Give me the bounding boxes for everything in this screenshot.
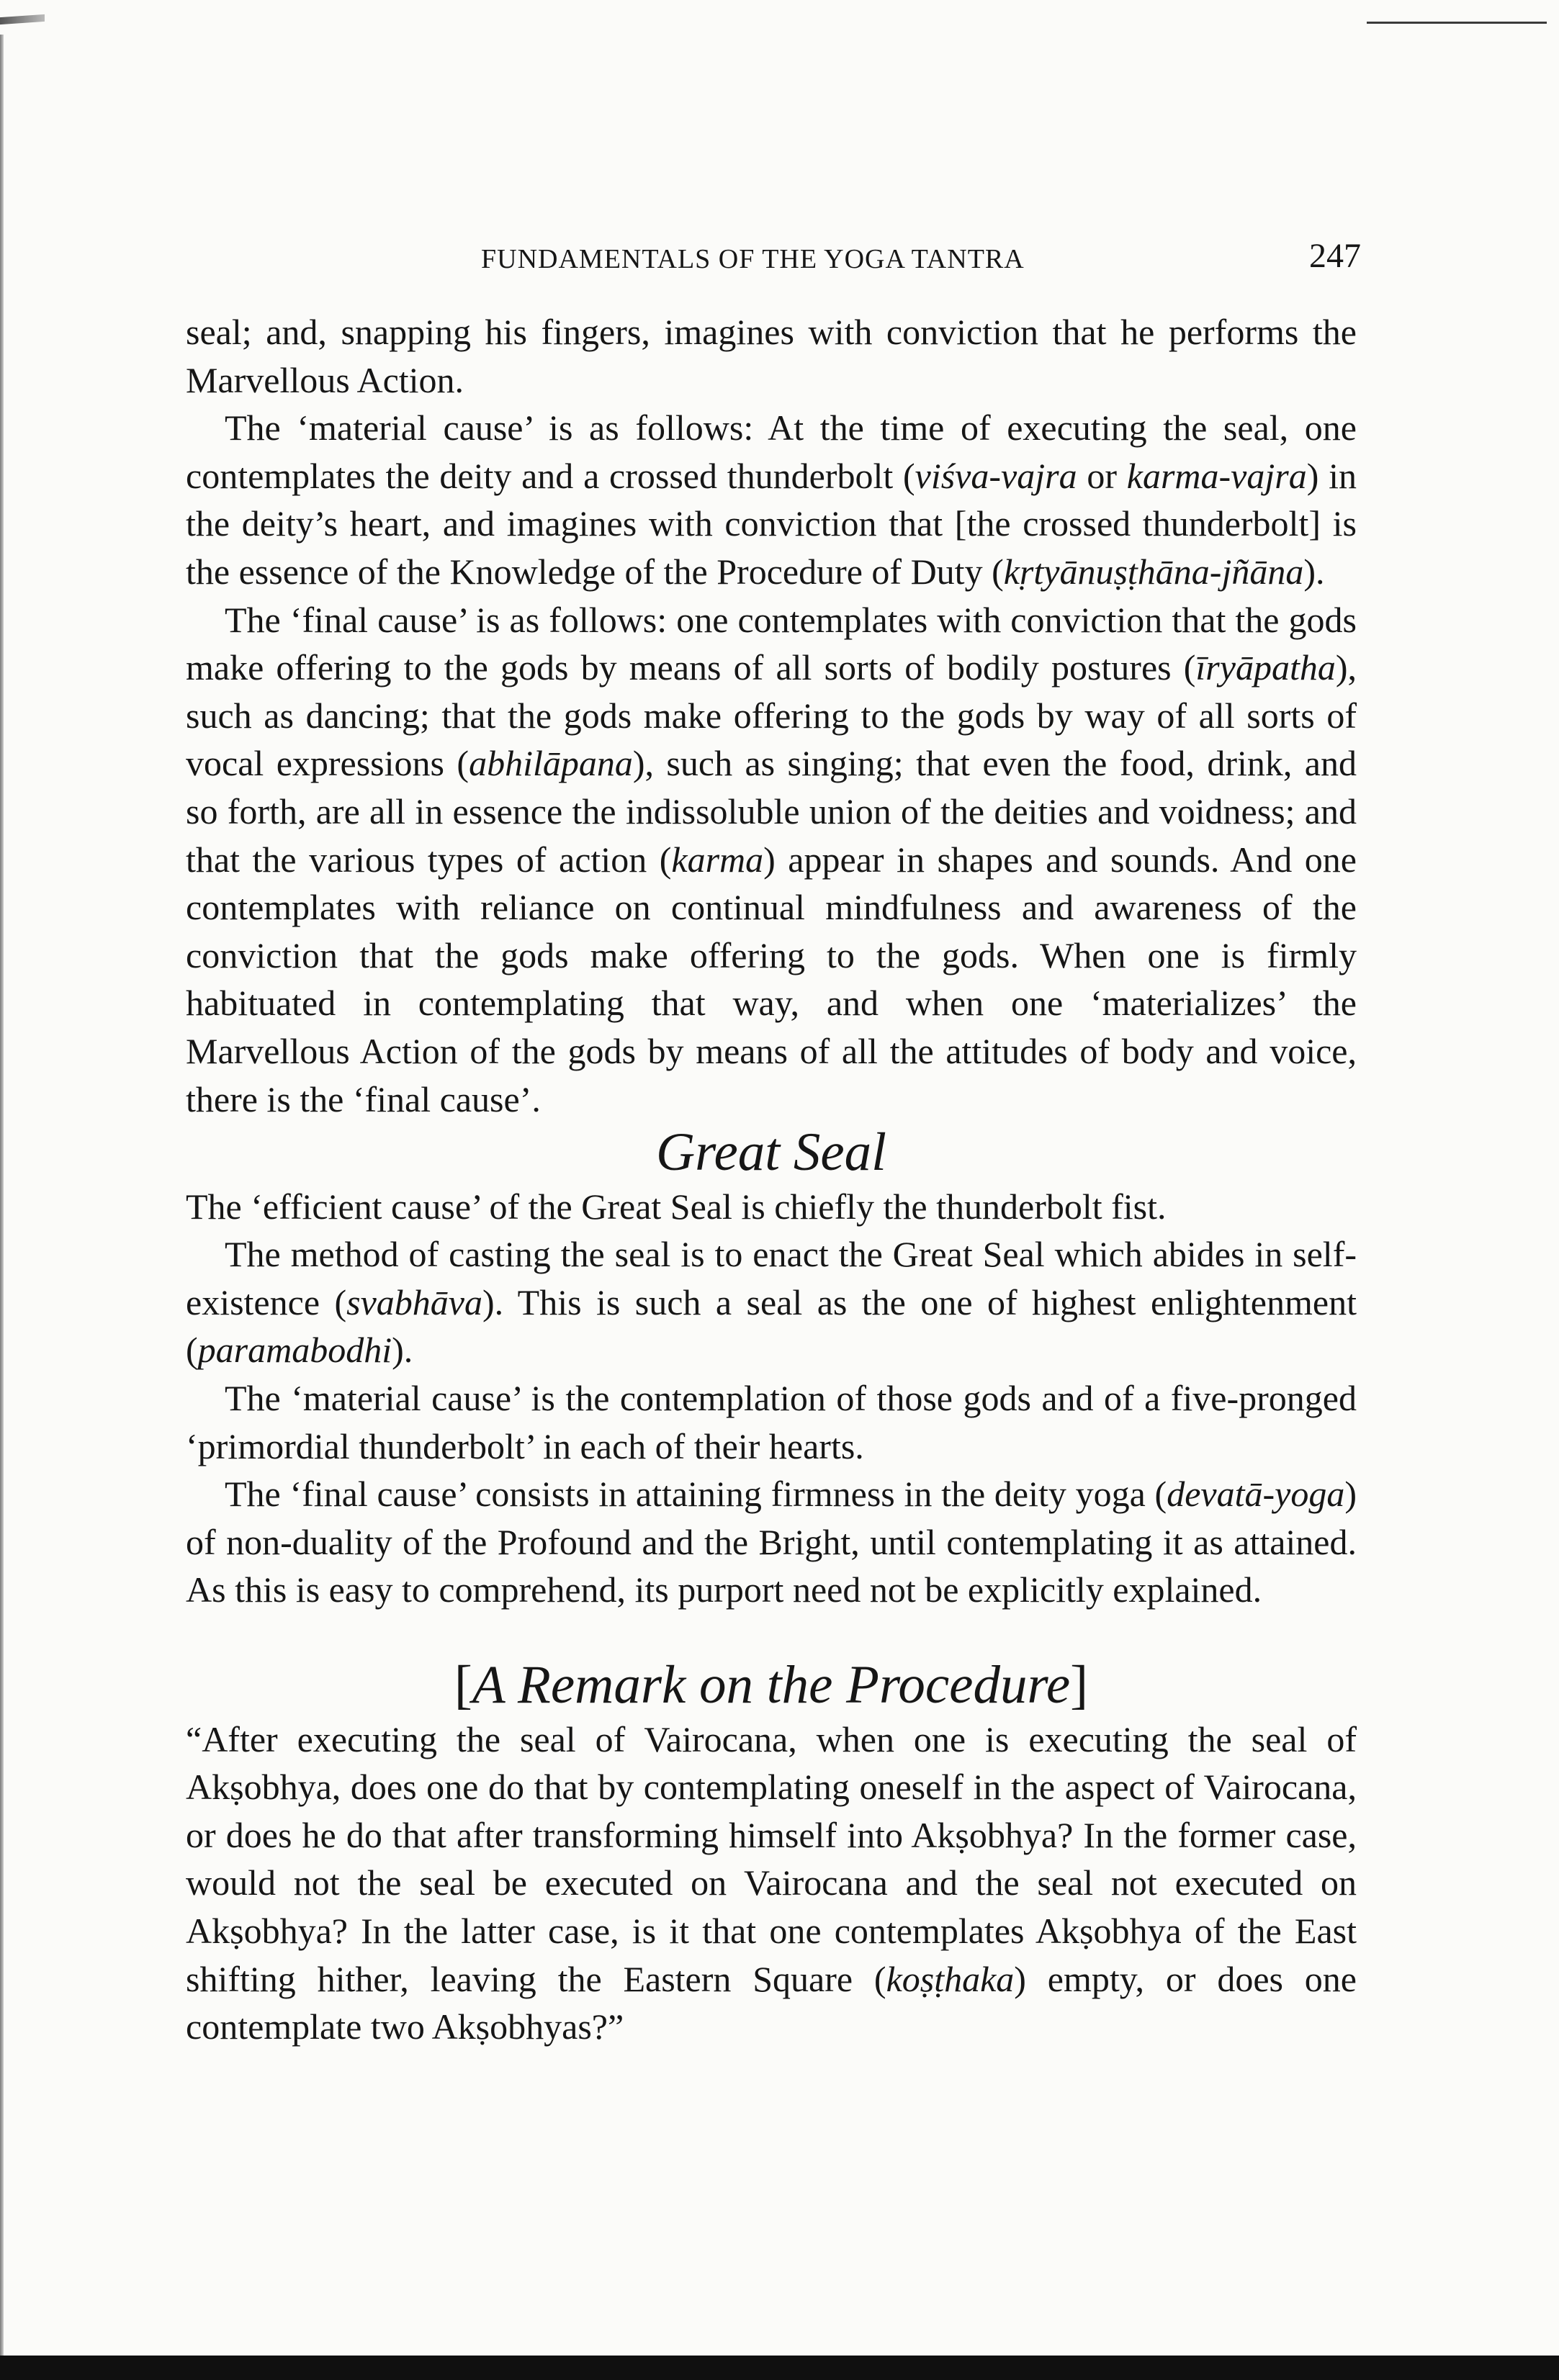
section-heading-remark xyxy=(186,1614,1357,1716)
term-devata-yoga: devatā-yoga xyxy=(1167,1474,1345,1515)
text-run: The ‘material cause’ is the contemplation of those gods and of a five-pronged ‘primordial thunderbolt’ in each of their hearts. xyxy=(186,1378,1357,1466)
term-abhilapana: abhilāpana xyxy=(469,743,633,784)
text-run: ). This is such a seal as the one of highest enlightenment ( xyxy=(186,1281,1357,1371)
text-run: ) empty, or does one contemplate two Akṣobhyas?” xyxy=(186,1958,1357,2047)
paragraph-material-cause xyxy=(186,404,1357,595)
term-svabhava: svabhāva xyxy=(346,1281,482,1322)
running-title: FUNDAMENTALS OF THE YOGA TANTRA xyxy=(481,244,1025,274)
paragraph-seal-continuation xyxy=(186,308,1357,404)
text-run: seal; and, snapping his fingers, imagines with conviction that he performs the Marvellous Action. xyxy=(186,312,1357,400)
term-visva-vajra: viśva-vajra xyxy=(915,455,1077,496)
bracket-open: [ xyxy=(454,1655,472,1716)
text-run: ) in the deity’s heart, and imagines with conviction that [the crossed thunderbolt] is the essence of the Knowledge of the Procedure of Duty ( xyxy=(186,455,1357,592)
term-karma: karma xyxy=(671,839,764,880)
paragraph-quoted-question xyxy=(186,1716,1357,2051)
term-kosthaka: koṣṭhaka xyxy=(886,1958,1015,1999)
term-iryapatha: īryāpatha xyxy=(1195,647,1336,688)
term-karma-vajra: karma-vajra xyxy=(1126,455,1307,496)
text-run: The ‘efficient cause’ of the Great Seal is chiefly the thunderbolt fist. xyxy=(186,1186,1167,1227)
paragraph-efficient-cause xyxy=(186,1183,1357,1231)
term-paramabodhi: paramabodhi xyxy=(197,1330,392,1371)
text-run: ) appear in shapes and sounds. And one contemplates with reliance on continual mindfulness and awareness of the conviction that the gods make offering to the gods. When one is firmly habituated in contemplating that way, and when one ‘materializes’ the Marvellous Action of the gods by means of all the attitudes of body and voice, there is the ‘final cause’. xyxy=(186,839,1357,1119)
page-number: 247 xyxy=(1309,237,1361,275)
text-run: The ‘final cause’ consists in attaining firmness in the deity yoga ( xyxy=(225,1474,1167,1515)
text-run: ) of non-duality of the Profound and the Bright, until contemplating it as attained. As this is easy to comprehend, its purport need not be explicitly explained. xyxy=(186,1474,1357,1610)
text-run: ), such as dancing; that the gods make offering to the gods by way of all sorts of vocal expressions ( xyxy=(186,647,1357,784)
section-heading-great-seal: Great Seal xyxy=(655,1122,887,1183)
page-body xyxy=(186,308,1357,2051)
text-run: ). xyxy=(1303,551,1325,592)
text-run: The ‘final cause’ is as follows: one contemplates with conviction that the gods make offering to the gods by means of all sorts of bodily postures ( xyxy=(186,599,1357,688)
text-run: “After executing the seal of Vairocana, when one is executing the seal of Akṣobhya, does one do that by contemplating oneself in the aspect of Vairocana, or does he do that after transforming himself into Akṣobhya? In the former case, would not the seal be executed on Vairocana and the seal not executed on Akṣobhya? In the latter case, is it that one contemplates Akṣobhya of the East shifting hither, leaving the Eastern Square ( xyxy=(186,1718,1357,1999)
term-krtyanusthana-jnana: kṛtyānuṣṭhāna-jñāna xyxy=(1003,551,1304,592)
scan-corner-mark xyxy=(0,14,45,24)
heading-text: A Remark on the Procedure xyxy=(472,1655,1071,1716)
text-run: ), such as singing; that even the food, drink, and so forth, are all in essence the indissoluble union of the deities and voidness; and that the various types of action ( xyxy=(186,743,1357,880)
text-run: The method of casting the seal is to enact the Great Seal which abides in self-existence ( xyxy=(186,1234,1357,1322)
paragraph-casting-method xyxy=(186,1230,1357,1374)
bracket-close: ] xyxy=(1070,1655,1089,1716)
text-run: The ‘material cause’ is as follows: At the time of executing the seal, one contemplates the deity and a crossed thunderbolt ( xyxy=(186,407,1357,496)
scan-bottom-edge xyxy=(0,2356,1559,2380)
paragraph-final-cause xyxy=(186,596,1357,1124)
text-run: or xyxy=(1077,455,1127,496)
scan-top-rule xyxy=(1367,22,1547,24)
text-run: ). xyxy=(392,1330,413,1371)
scan-left-edge xyxy=(0,35,4,2374)
paragraph-great-seal-final-cause xyxy=(186,1470,1357,1614)
paragraph-great-seal-material-cause xyxy=(186,1374,1357,1470)
